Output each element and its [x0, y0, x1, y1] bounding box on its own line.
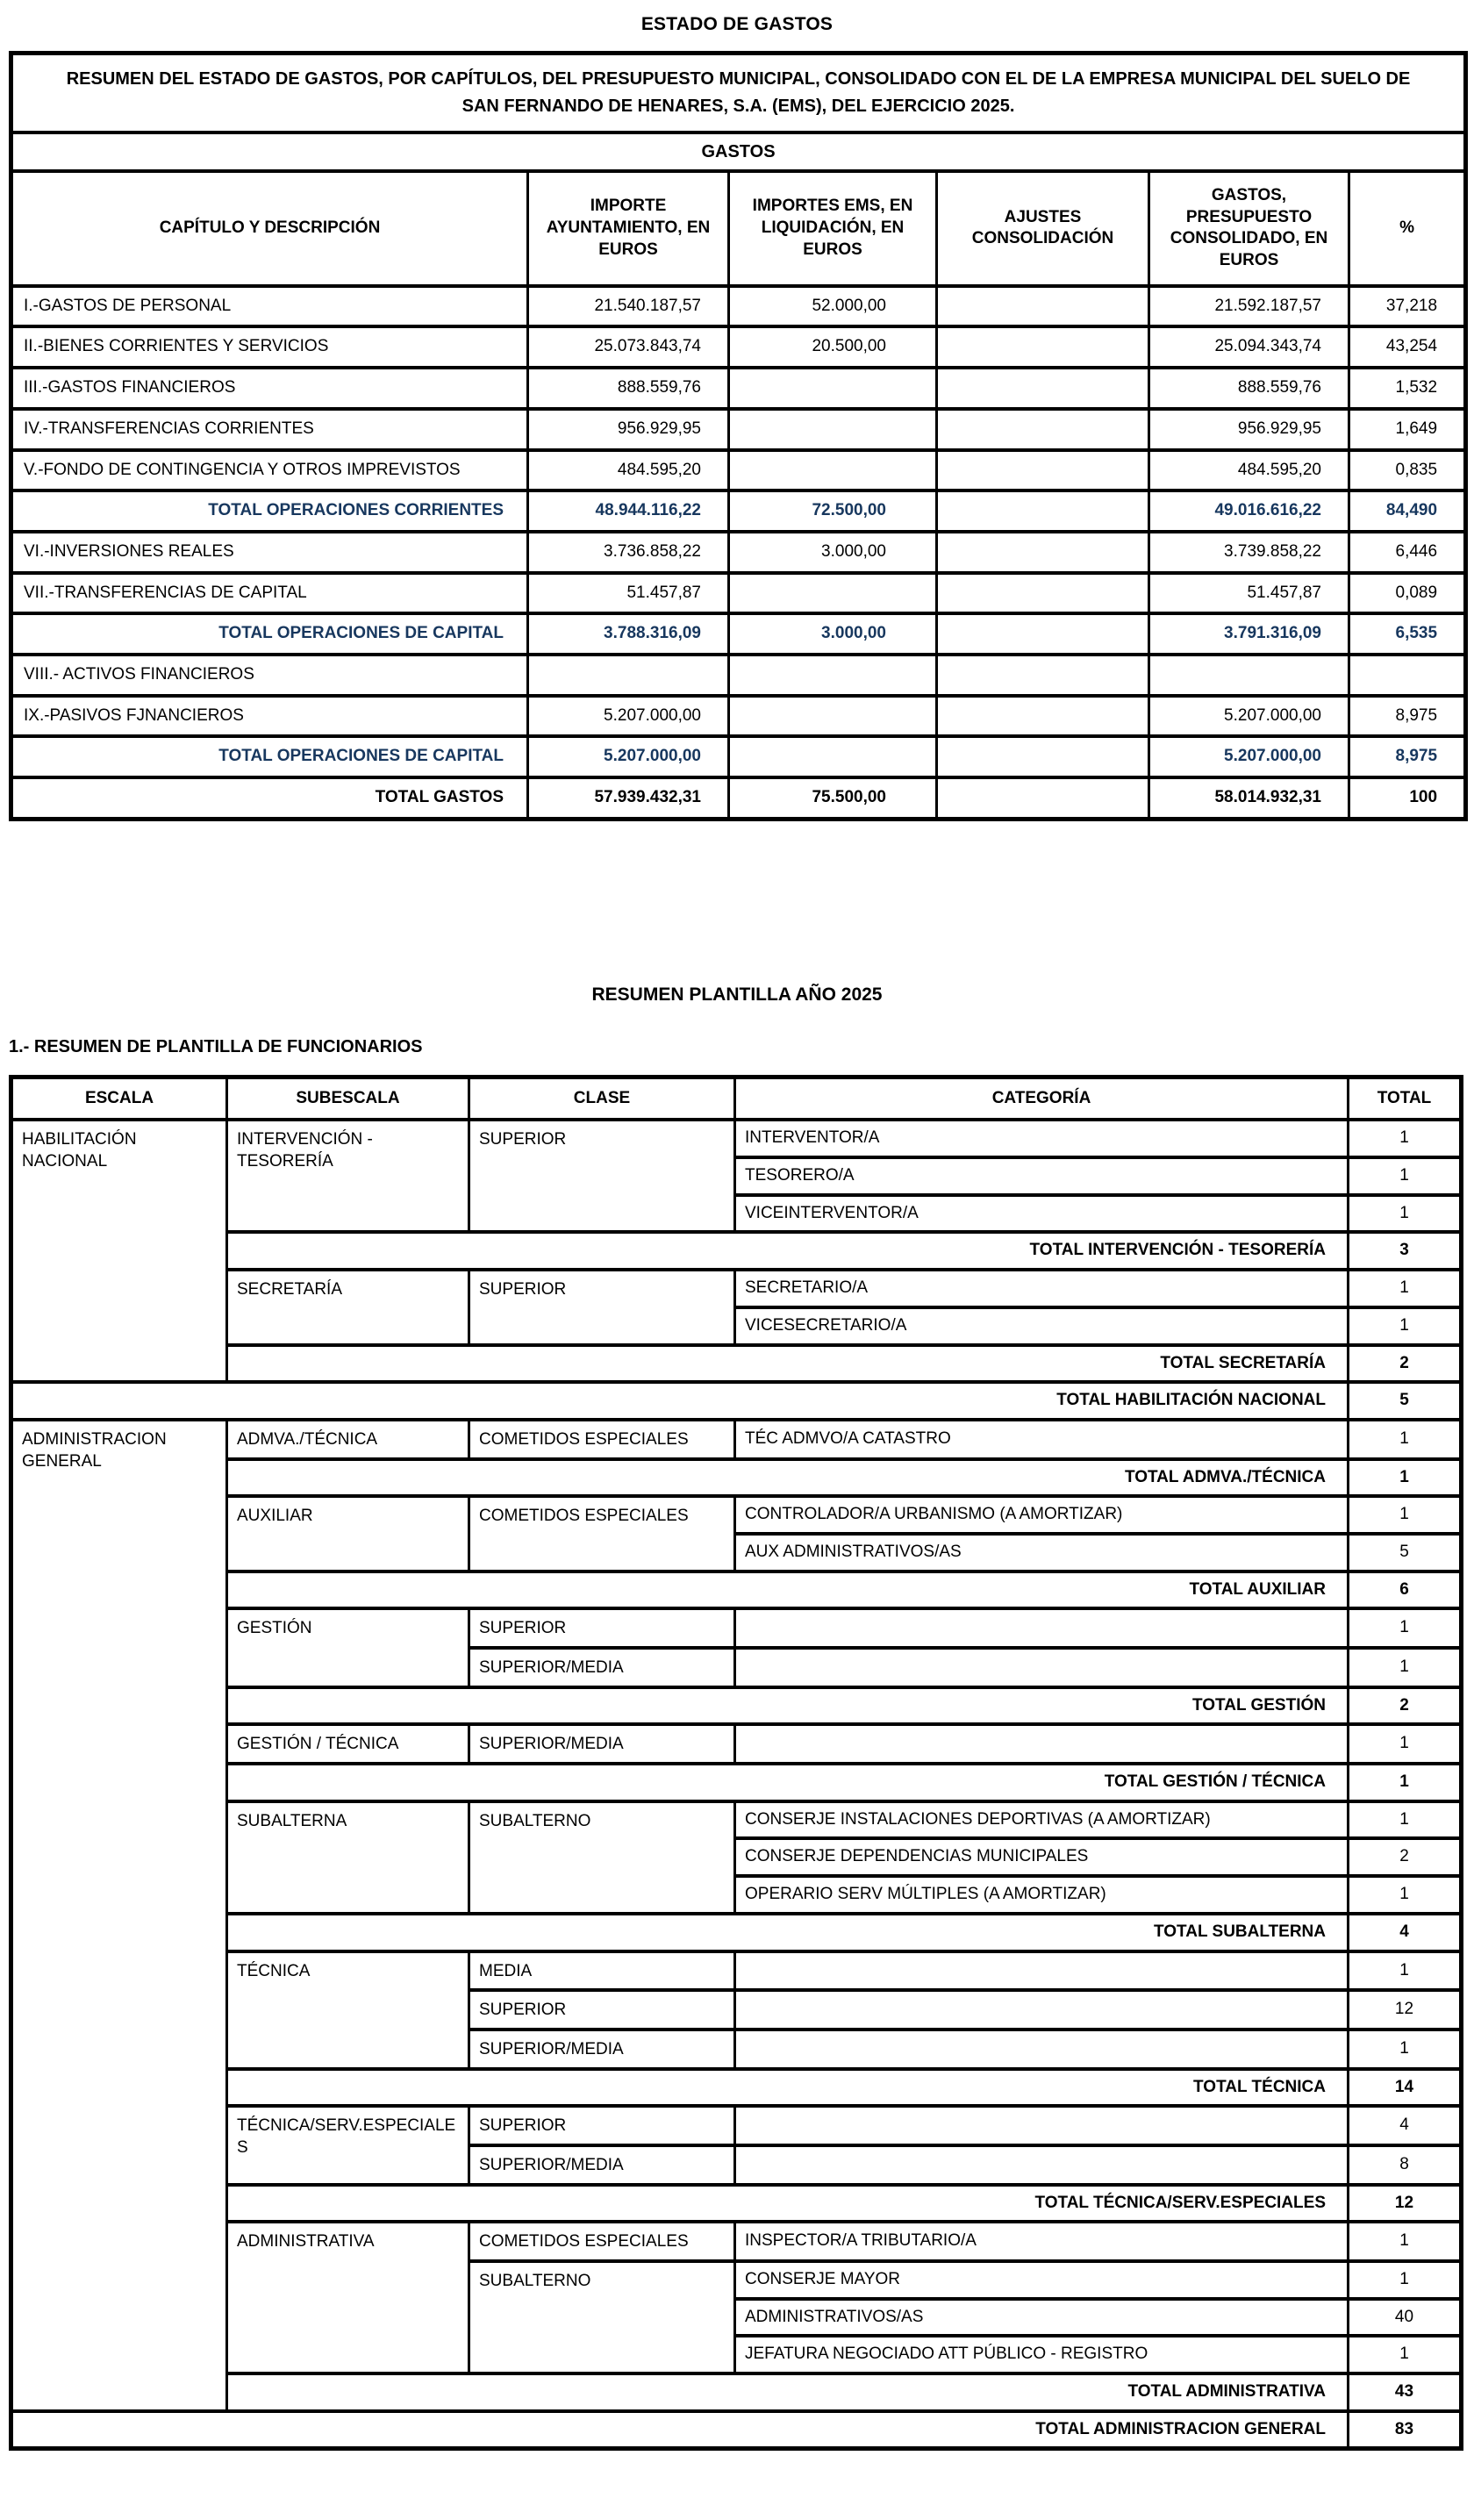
- gastos-cell-importes-ems: 3.000,00: [729, 613, 937, 655]
- plantilla-cell-total: 1: [1349, 2336, 1462, 2373]
- gastos-row: [11, 736, 1466, 777]
- gastos-row: [11, 696, 1466, 737]
- plantilla-cell-total: 8: [1349, 2145, 1462, 2185]
- plantilla-cell-total: 4: [1349, 1914, 1462, 1951]
- plantilla-cell-escala: HABILITACIÓN NACIONAL: [11, 1120, 227, 1382]
- plantilla-cell-totlabel: TOTAL TÉCNICA/SERV.ESPECIALES: [227, 2185, 1349, 2223]
- gastos-cell-consolidado: 484.595,20: [1149, 450, 1349, 491]
- plantilla-cell-subescala: SECRETARÍA: [227, 1270, 469, 1344]
- plantilla-cell-subescala: TÉCNICA: [227, 1951, 469, 2069]
- gastos-header-consolidado: GASTOS, PRESUPUESTO CONSOLIDADO, EN EUROS: [1149, 171, 1349, 286]
- plantilla-cell-total: 1: [1349, 1764, 1462, 1801]
- gastos-cell-ajustes: [937, 777, 1149, 819]
- gastos-cell-capitulo: I.-GASTOS DE PERSONAL: [11, 286, 528, 327]
- plantilla-row: [11, 1496, 1462, 1534]
- plantilla-table: [9, 1075, 1463, 2452]
- plantilla-cell-total: 5: [1349, 1534, 1462, 1571]
- gastos-cell-consolidado: 5.207.000,00: [1149, 696, 1349, 737]
- plantilla-cell-totlabel: TOTAL AUXILIAR: [227, 1571, 1349, 1609]
- gastos-cell-capitulo: TOTAL OPERACIONES DE CAPITAL: [11, 736, 528, 777]
- plantilla-cell-categoria: SECRETARIO/A: [735, 1270, 1349, 1307]
- plantilla-title: RESUMEN PLANTILLA AÑO 2025: [591, 984, 883, 1005]
- gastos-cell-importes-ems: 3.000,00: [729, 532, 937, 573]
- plantilla-cell-total: 1: [1349, 1496, 1462, 1534]
- gastos-cell-capitulo: TOTAL GASTOS: [11, 777, 528, 819]
- gastos-header-row: [11, 171, 1466, 286]
- gastos-cell-consolidado: 5.207.000,00: [1149, 736, 1349, 777]
- plantilla-cell-categoria: AUX ADMINISTRATIVOS/AS: [735, 1534, 1349, 1571]
- page-title: ESTADO DE GASTOS: [640, 14, 834, 34]
- gastos-cell-importe-ayuntamiento: 956.929,95: [528, 409, 729, 450]
- plantilla-cell-categoria: [735, 1724, 1349, 1764]
- gastos-cell-pct: 37,218: [1349, 286, 1466, 327]
- plantilla-cell-totlabel: TOTAL ADMINISTRACION GENERAL: [11, 2411, 1349, 2449]
- plantilla-cell-total: 6: [1349, 1571, 1462, 1609]
- gastos-cell-importe-ayuntamiento: 888.559,76: [528, 368, 729, 409]
- plantilla-cell-total: 1: [1349, 1951, 1462, 1991]
- plantilla-cell-totlabel: TOTAL TÉCNICA: [227, 2069, 1349, 2107]
- gastos-summary-row: [11, 54, 1466, 133]
- gastos-cell-capitulo: VII.-TRANSFERENCIAS DE CAPITAL: [11, 573, 528, 614]
- plantilla-row: [11, 1232, 1462, 1270]
- gastos-cell-capitulo: III.-GASTOS FINANCIEROS: [11, 368, 528, 409]
- gastos-cell-pct: 0,835: [1349, 450, 1466, 491]
- gastos-cell-importes-ems: 20.500,00: [729, 326, 937, 368]
- gastos-cell-ajustes: [937, 532, 1149, 573]
- plantilla-row: [11, 2106, 1462, 2145]
- gastos-row: [11, 286, 1466, 327]
- plantilla-cell-total: 3: [1349, 1232, 1462, 1270]
- plantilla-row: [11, 1345, 1462, 1383]
- gastos-cell-importe-ayuntamiento: 51.457,87: [528, 573, 729, 614]
- plantilla-cell-clase: COMETIDOS ESPECIALES: [469, 1496, 735, 1571]
- plantilla-cell-total: 1: [1349, 1459, 1462, 1497]
- plantilla-row: [11, 1724, 1462, 1764]
- plantilla-cell-clase: SUPERIOR: [469, 1270, 735, 1344]
- gastos-cell-pct: 0,089: [1349, 573, 1466, 614]
- gastos-cell-consolidado: 888.559,76: [1149, 368, 1349, 409]
- gastos-cell-importe-ayuntamiento: 484.595,20: [528, 450, 729, 491]
- gastos-cell-ajustes: [937, 573, 1149, 614]
- plantilla-cell-totlabel: TOTAL SUBALTERNA: [227, 1914, 1349, 1951]
- gastos-cell-importes-ems: 75.500,00: [729, 777, 937, 819]
- gastos-cell-importe-ayuntamiento: 48.944.116,22: [528, 490, 729, 532]
- plantilla-cell-totlabel: TOTAL INTERVENCIÓN - TESORERÍA: [227, 1232, 1349, 1270]
- plantilla-cell-subescala: TÉCNICA/SERV.ESPECIALES: [227, 2106, 469, 2184]
- gastos-row: [11, 409, 1466, 450]
- plantilla-cell-clase: SUPERIOR: [469, 1120, 735, 1232]
- plantilla-cell-total: 14: [1349, 2069, 1462, 2107]
- gastos-row: [11, 573, 1466, 614]
- plantilla-cell-total: 1: [1349, 1195, 1462, 1233]
- gastos-header-capitulo: CAPÍTULO Y DESCRIPCIÓN: [11, 171, 528, 286]
- plantilla-cell-totlabel: TOTAL GESTIÓN / TÉCNICA: [227, 1764, 1349, 1801]
- gastos-cell-capitulo: V.-FONDO DE CONTINGENCIA Y OTROS IMPREVISTOS: [11, 450, 528, 491]
- gastos-cell-capitulo: IX.-PASIVOS FJNANCIEROS: [11, 696, 528, 737]
- plantilla-cell-categoria: CONTROLADOR/A URBANISMO (A AMORTIZAR): [735, 1496, 1349, 1534]
- plantilla-row: [11, 2069, 1462, 2107]
- plantilla-cell-categoria: INSPECTOR/A TRIBUTARIO/A: [735, 2222, 1349, 2261]
- plantilla-cell-total: 1: [1349, 2261, 1462, 2299]
- plantilla-cell-categoria: [735, 1951, 1349, 1991]
- plantilla-cell-categoria: CONSERJE DEPENDENCIAS MUNICIPALES: [735, 1838, 1349, 1876]
- gastos-table: [9, 51, 1468, 821]
- gastos-cell-ajustes: [937, 736, 1149, 777]
- plantilla-cell-total: 40: [1349, 2299, 1462, 2337]
- plantilla-cell-clase: SUPERIOR: [469, 2106, 735, 2145]
- plantilla-cell-categoria: [735, 2106, 1349, 2145]
- plantilla-cell-total: 4: [1349, 2106, 1462, 2145]
- plantilla-cell-clase: SUPERIOR/MEDIA: [469, 2030, 735, 2069]
- plantilla-cell-totlabel: TOTAL GESTIÓN: [227, 1687, 1349, 1725]
- gastos-cell-pct: 8,975: [1349, 736, 1466, 777]
- gastos-cell-consolidado: 3.791.316,09: [1149, 613, 1349, 655]
- plantilla-cell-total: 5: [1349, 1382, 1462, 1420]
- gastos-cell-capitulo: II.-BIENES CORRIENTES Y SERVICIOS: [11, 326, 528, 368]
- plantilla-cell-categoria: [735, 1648, 1349, 1687]
- gastos-cell-ajustes: [937, 368, 1149, 409]
- gastos-cell-importe-ayuntamiento: 57.939.432,31: [528, 777, 729, 819]
- plantilla-cell-total: 1: [1349, 1801, 1462, 1839]
- gastos-section-label: GASTOS: [11, 132, 1466, 171]
- plantilla-cell-total: 1: [1349, 1120, 1462, 1157]
- plantilla-cell-total: 12: [1349, 2185, 1462, 2223]
- plantilla-cell-clase: SUPERIOR: [469, 1608, 735, 1648]
- gastos-cell-pct: 84,490: [1349, 490, 1466, 532]
- gastos-header-importe-ayuntamiento: IMPORTE AYUNTAMIENTO, EN EUROS: [528, 171, 729, 286]
- gastos-cell-ajustes: [937, 326, 1149, 368]
- plantilla-cell-subescala: ADMINISTRATIVA: [227, 2222, 469, 2373]
- plantilla-row: [11, 1764, 1462, 1801]
- plantilla-header-row: [11, 1077, 1462, 1120]
- plantilla-cell-clase: SUPERIOR/MEDIA: [469, 1648, 735, 1687]
- gastos-cell-capitulo: TOTAL OPERACIONES DE CAPITAL: [11, 613, 528, 655]
- plantilla-cell-subescala: GESTIÓN / TÉCNICA: [227, 1724, 469, 1764]
- plantilla-cell-categoria: TÉC ADMVO/A CATASTRO: [735, 1420, 1349, 1459]
- plantilla-row: [11, 1914, 1462, 1951]
- gastos-cell-importes-ems: [729, 655, 937, 696]
- plantilla-row: [11, 1270, 1462, 1307]
- gastos-header-pct: %: [1349, 171, 1466, 286]
- plantilla-cell-total: 1: [1349, 1724, 1462, 1764]
- plantilla-row: [11, 1382, 1462, 1420]
- gastos-summary-text: RESUMEN DEL ESTADO DE GASTOS, POR CAPÍTULOS, DEL PRESUPUESTO MUNICIPAL, CONSOLIDADO CON EL DE LA EMPRESA MUNICIPAL DEL SUELO DE SAN FERNANDO DE HENARES, S.A. (EMS), DEL EJERCICIO 2025.: [11, 54, 1466, 133]
- gastos-cell-consolidado: 49.016.616,22: [1149, 490, 1349, 532]
- plantilla-cell-total: 12: [1349, 1990, 1462, 2030]
- plantilla-cell-categoria: ADMINISTRATIVOS/AS: [735, 2299, 1349, 2337]
- gastos-row: [11, 368, 1466, 409]
- plantilla-cell-total: 1: [1349, 1608, 1462, 1648]
- gastos-cell-consolidado: 51.457,87: [1149, 573, 1349, 614]
- gastos-cell-importes-ems: 72.500,00: [729, 490, 937, 532]
- plantilla-cell-totlabel: TOTAL ADMVA./TÉCNICA: [227, 1459, 1349, 1497]
- plantilla-cell-categoria: JEFATURA NEGOCIADO ATT PÚBLICO - REGISTRO: [735, 2336, 1349, 2373]
- plantilla-cell-total: 83: [1349, 2411, 1462, 2449]
- gastos-row: [11, 490, 1466, 532]
- gastos-cell-ajustes: [937, 613, 1149, 655]
- plantilla-row: [11, 2411, 1462, 2449]
- gastos-cell-consolidado: 21.592.187,57: [1149, 286, 1349, 327]
- gastos-cell-importe-ayuntamiento: 3.788.316,09: [528, 613, 729, 655]
- plantilla-row: [11, 2373, 1462, 2411]
- gastos-cell-ajustes: [937, 409, 1149, 450]
- plantilla-row: [11, 1687, 1462, 1725]
- gastos-cell-importe-ayuntamiento: 5.207.000,00: [528, 736, 729, 777]
- gastos-cell-pct: 1,649: [1349, 409, 1466, 450]
- plantilla-cell-clase: SUPERIOR/MEDIA: [469, 2145, 735, 2185]
- gastos-row: [11, 326, 1466, 368]
- gastos-cell-pct: 6,535: [1349, 613, 1466, 655]
- gastos-cell-importe-ayuntamiento: 3.736.858,22: [528, 532, 729, 573]
- gastos-cell-ajustes: [937, 490, 1149, 532]
- gastos-cell-pct: 8,975: [1349, 696, 1466, 737]
- gastos-cell-importes-ems: [729, 696, 937, 737]
- gastos-cell-importes-ems: 52.000,00: [729, 286, 937, 327]
- plantilla-cell-categoria: CONSERJE MAYOR: [735, 2261, 1349, 2299]
- gastos-cell-capitulo: VI.-INVERSIONES REALES: [11, 532, 528, 573]
- gastos-cell-consolidado: [1149, 655, 1349, 696]
- gastos-cell-pct: 6,446: [1349, 532, 1466, 573]
- gastos-row: [11, 532, 1466, 573]
- gastos-cell-ajustes: [937, 696, 1149, 737]
- plantilla-cell-total: 1: [1349, 2222, 1462, 2261]
- plantilla-cell-clase: SUPERIOR/MEDIA: [469, 1724, 735, 1764]
- gastos-row: [11, 655, 1466, 696]
- plantilla-cell-subescala: ADMVA./TÉCNICA: [227, 1420, 469, 1459]
- gastos-cell-importes-ems: [729, 736, 937, 777]
- plantilla-row: [11, 1120, 1462, 1157]
- plantilla-header-subescala: SUBESCALA: [227, 1077, 469, 1120]
- plantilla-cell-total: 1: [1349, 1420, 1462, 1459]
- plantilla-cell-clase: COMETIDOS ESPECIALES: [469, 1420, 735, 1459]
- gastos-cell-capitulo: VIII.- ACTIVOS FINANCIEROS: [11, 655, 528, 696]
- gastos-cell-pct: 100: [1349, 777, 1466, 819]
- gastos-cell-consolidado: 58.014.932,31: [1149, 777, 1349, 819]
- plantilla-cell-subescala: INTERVENCIÓN - TESORERÍA: [227, 1120, 469, 1232]
- gastos-cell-ajustes: [937, 655, 1149, 696]
- plantilla-cell-total: 1: [1349, 1876, 1462, 1914]
- plantilla-row: [11, 1951, 1462, 1991]
- plantilla-header-total: TOTAL: [1349, 1077, 1462, 1120]
- plantilla-header-clase: CLASE: [469, 1077, 735, 1120]
- plantilla-heading: 1.- RESUMEN DE PLANTILLA DE FUNCIONARIOS: [9, 1036, 423, 1056]
- plantilla-cell-escala: ADMINISTRACION GENERAL: [11, 1420, 227, 2411]
- plantilla-cell-total: 2: [1349, 1687, 1462, 1725]
- plantilla-row: [11, 2222, 1462, 2261]
- gastos-cell-consolidado: 3.739.858,22: [1149, 532, 1349, 573]
- gastos-header-ajustes: AJUSTES CONSOLIDACIÓN: [937, 171, 1149, 286]
- gastos-cell-ajustes: [937, 450, 1149, 491]
- plantilla-cell-subescala: AUXILIAR: [227, 1496, 469, 1571]
- plantilla-cell-clase: MEDIA: [469, 1951, 735, 1991]
- gastos-cell-importe-ayuntamiento: 25.073.843,74: [528, 326, 729, 368]
- plantilla-cell-total: 1: [1349, 1157, 1462, 1195]
- plantilla-row: [11, 1801, 1462, 1839]
- plantilla-row: [11, 1608, 1462, 1648]
- plantilla-cell-categoria: [735, 1608, 1349, 1648]
- gastos-cell-importes-ems: [729, 573, 937, 614]
- plantilla-row: [11, 1420, 1462, 1459]
- gastos-cell-capitulo: IV.-TRANSFERENCIAS CORRIENTES: [11, 409, 528, 450]
- gastos-cell-importes-ems: [729, 409, 937, 450]
- gastos-cell-importes-ems: [729, 368, 937, 409]
- plantilla-row: [11, 1571, 1462, 1609]
- plantilla-cell-categoria: INTERVENTOR/A: [735, 1120, 1349, 1157]
- plantilla-row: [11, 1459, 1462, 1497]
- gastos-cell-pct: 1,532: [1349, 368, 1466, 409]
- plantilla-cell-clase: SUPERIOR: [469, 1990, 735, 2030]
- plantilla-cell-total: 2: [1349, 1345, 1462, 1383]
- plantilla-cell-total: 1: [1349, 1307, 1462, 1345]
- plantilla-cell-clase: SUBALTERNO: [469, 2261, 735, 2373]
- plantilla-cell-clase: SUBALTERNO: [469, 1801, 735, 1914]
- plantilla-header-categoria: CATEGORÍA: [735, 1077, 1349, 1120]
- plantilla-cell-total: 1: [1349, 1270, 1462, 1307]
- gastos-header-importes-ems: IMPORTES EMS, EN LIQUIDACIÓN, EN EUROS: [729, 171, 937, 286]
- plantilla-cell-totlabel: TOTAL SECRETARÍA: [227, 1345, 1349, 1383]
- plantilla-cell-subescala: SUBALTERNA: [227, 1801, 469, 1914]
- plantilla-row: [11, 2185, 1462, 2223]
- plantilla-cell-categoria: [735, 2030, 1349, 2069]
- plantilla-cell-categoria: TESORERO/A: [735, 1157, 1349, 1195]
- gastos-cell-consolidado: 956.929,95: [1149, 409, 1349, 450]
- plantilla-cell-total: 1: [1349, 2030, 1462, 2069]
- gastos-row: [11, 777, 1466, 819]
- plantilla-cell-totlabel: TOTAL ADMINISTRATIVA: [227, 2373, 1349, 2411]
- plantilla-header-escala: ESCALA: [11, 1077, 227, 1120]
- plantilla-cell-total: 1: [1349, 1648, 1462, 1687]
- gastos-band-row: [11, 132, 1466, 171]
- gastos-row: [11, 450, 1466, 491]
- gastos-cell-ajustes: [937, 286, 1149, 327]
- plantilla-cell-categoria: CONSERJE INSTALACIONES DEPORTIVAS (A AMORTIZAR): [735, 1801, 1349, 1839]
- plantilla-cell-subescala: GESTIÓN: [227, 1608, 469, 1686]
- gastos-cell-consolidado: 25.094.343,74: [1149, 326, 1349, 368]
- plantilla-cell-categoria: VICEINTERVENTOR/A: [735, 1195, 1349, 1233]
- plantilla-cell-categoria: VICESECRETARIO/A: [735, 1307, 1349, 1345]
- gastos-cell-importe-ayuntamiento: 5.207.000,00: [528, 696, 729, 737]
- plantilla-cell-categoria: [735, 1990, 1349, 2030]
- plantilla-cell-total: 43: [1349, 2373, 1462, 2411]
- plantilla-cell-categoria: OPERARIO SERV MÚLTIPLES (A AMORTIZAR): [735, 1876, 1349, 1914]
- gastos-cell-importes-ems: [729, 450, 937, 491]
- gastos-cell-importe-ayuntamiento: 21.540.187,57: [528, 286, 729, 327]
- plantilla-cell-categoria: [735, 2145, 1349, 2185]
- plantilla-cell-totlabel: TOTAL HABILITACIÓN NACIONAL: [11, 1382, 1349, 1420]
- gastos-cell-pct: 43,254: [1349, 326, 1466, 368]
- gastos-cell-pct: [1349, 655, 1466, 696]
- gastos-cell-capitulo: TOTAL OPERACIONES CORRIENTES: [11, 490, 528, 532]
- gastos-cell-importe-ayuntamiento: [528, 655, 729, 696]
- plantilla-cell-clase: COMETIDOS ESPECIALES: [469, 2222, 735, 2261]
- plantilla-cell-total: 2: [1349, 1838, 1462, 1876]
- gastos-row: [11, 613, 1466, 655]
